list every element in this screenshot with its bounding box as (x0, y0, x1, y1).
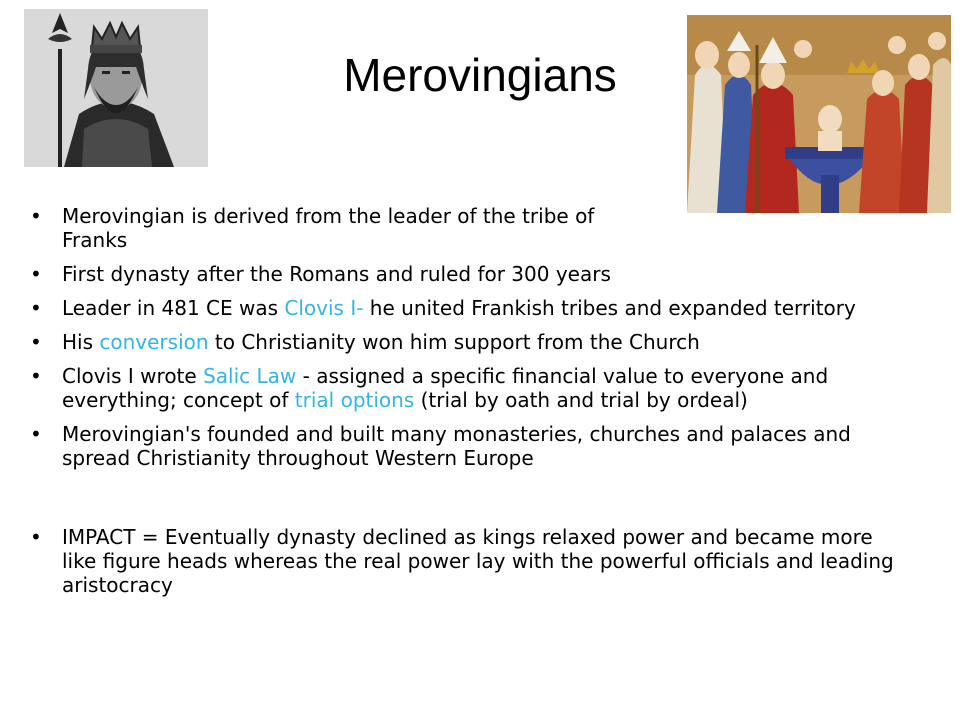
bullet-glyph: • (30, 330, 42, 354)
slide-title: Merovingians (343, 49, 617, 101)
bullet-text-part: (trial by oath and trial by ordeal) (414, 388, 748, 412)
king-portrait-image (24, 9, 208, 167)
bullet-text (62, 525, 894, 597)
bullet-item-first-dynasty (30, 262, 910, 286)
king-portrait-illustration (24, 9, 208, 167)
bullet-item-conversion (30, 330, 910, 354)
bullet-text-part: he united Frankish tribes and expanded territory (363, 296, 856, 320)
bullet-glyph: • (30, 422, 42, 446)
highlight-term-trial-options: trial options (294, 388, 415, 412)
bullet-text-part: Merovingian is derived from the leader of the tribe of Franks (62, 204, 595, 252)
bullet-item-name-origin (30, 204, 910, 252)
bullet-item-impact (30, 525, 910, 597)
baptism-illustration (687, 15, 951, 213)
bullet-text (62, 204, 622, 252)
highlight-term-salic-law: Salic Law (203, 364, 297, 388)
bullet-item-salic-law (30, 364, 910, 412)
bullet-text-part: Merovingian's founded and built many monasteries, churches and palaces and spread Christianity throughout Western Europe (62, 422, 851, 470)
bullet-text-part: to Christianity won him support from the Church (208, 330, 700, 354)
bullet-text-part: First dynasty after the Romans and ruled for 300 years (62, 262, 611, 286)
bullet-text (62, 330, 700, 354)
bullet-text-part: Leader in 481 CE was (62, 296, 285, 320)
bullet-glyph: • (30, 364, 42, 388)
highlight-term-clovis: Clovis I- (284, 296, 364, 320)
bullet-text (62, 422, 851, 470)
bullet-item-clovis-leader (30, 296, 910, 320)
bullet-item-monasteries (30, 422, 910, 470)
bullet-glyph: • (30, 204, 42, 228)
bullet-text-part: - assigned a specific financial value to everyone and everything; concept of (62, 364, 829, 412)
bullet-glyph: • (30, 262, 42, 286)
bullet-text-part: His (62, 330, 100, 354)
bullet-text (62, 296, 856, 320)
bullet-glyph: • (30, 525, 42, 549)
bullet-text-part: Clovis I wrote (62, 364, 204, 388)
baptism-of-clovis-image (687, 15, 951, 213)
bullet-text-part: IMPACT = Eventually dynasty declined as kings relaxed power and became more like figure heads whereas the real power lay with the powerful officials and leading aristocracy (62, 525, 894, 597)
bullet-text (62, 364, 828, 412)
bullet-glyph: • (30, 296, 42, 320)
bullet-list (30, 204, 910, 607)
bullet-text (62, 262, 611, 286)
highlight-term-conversion: conversion (99, 330, 209, 354)
